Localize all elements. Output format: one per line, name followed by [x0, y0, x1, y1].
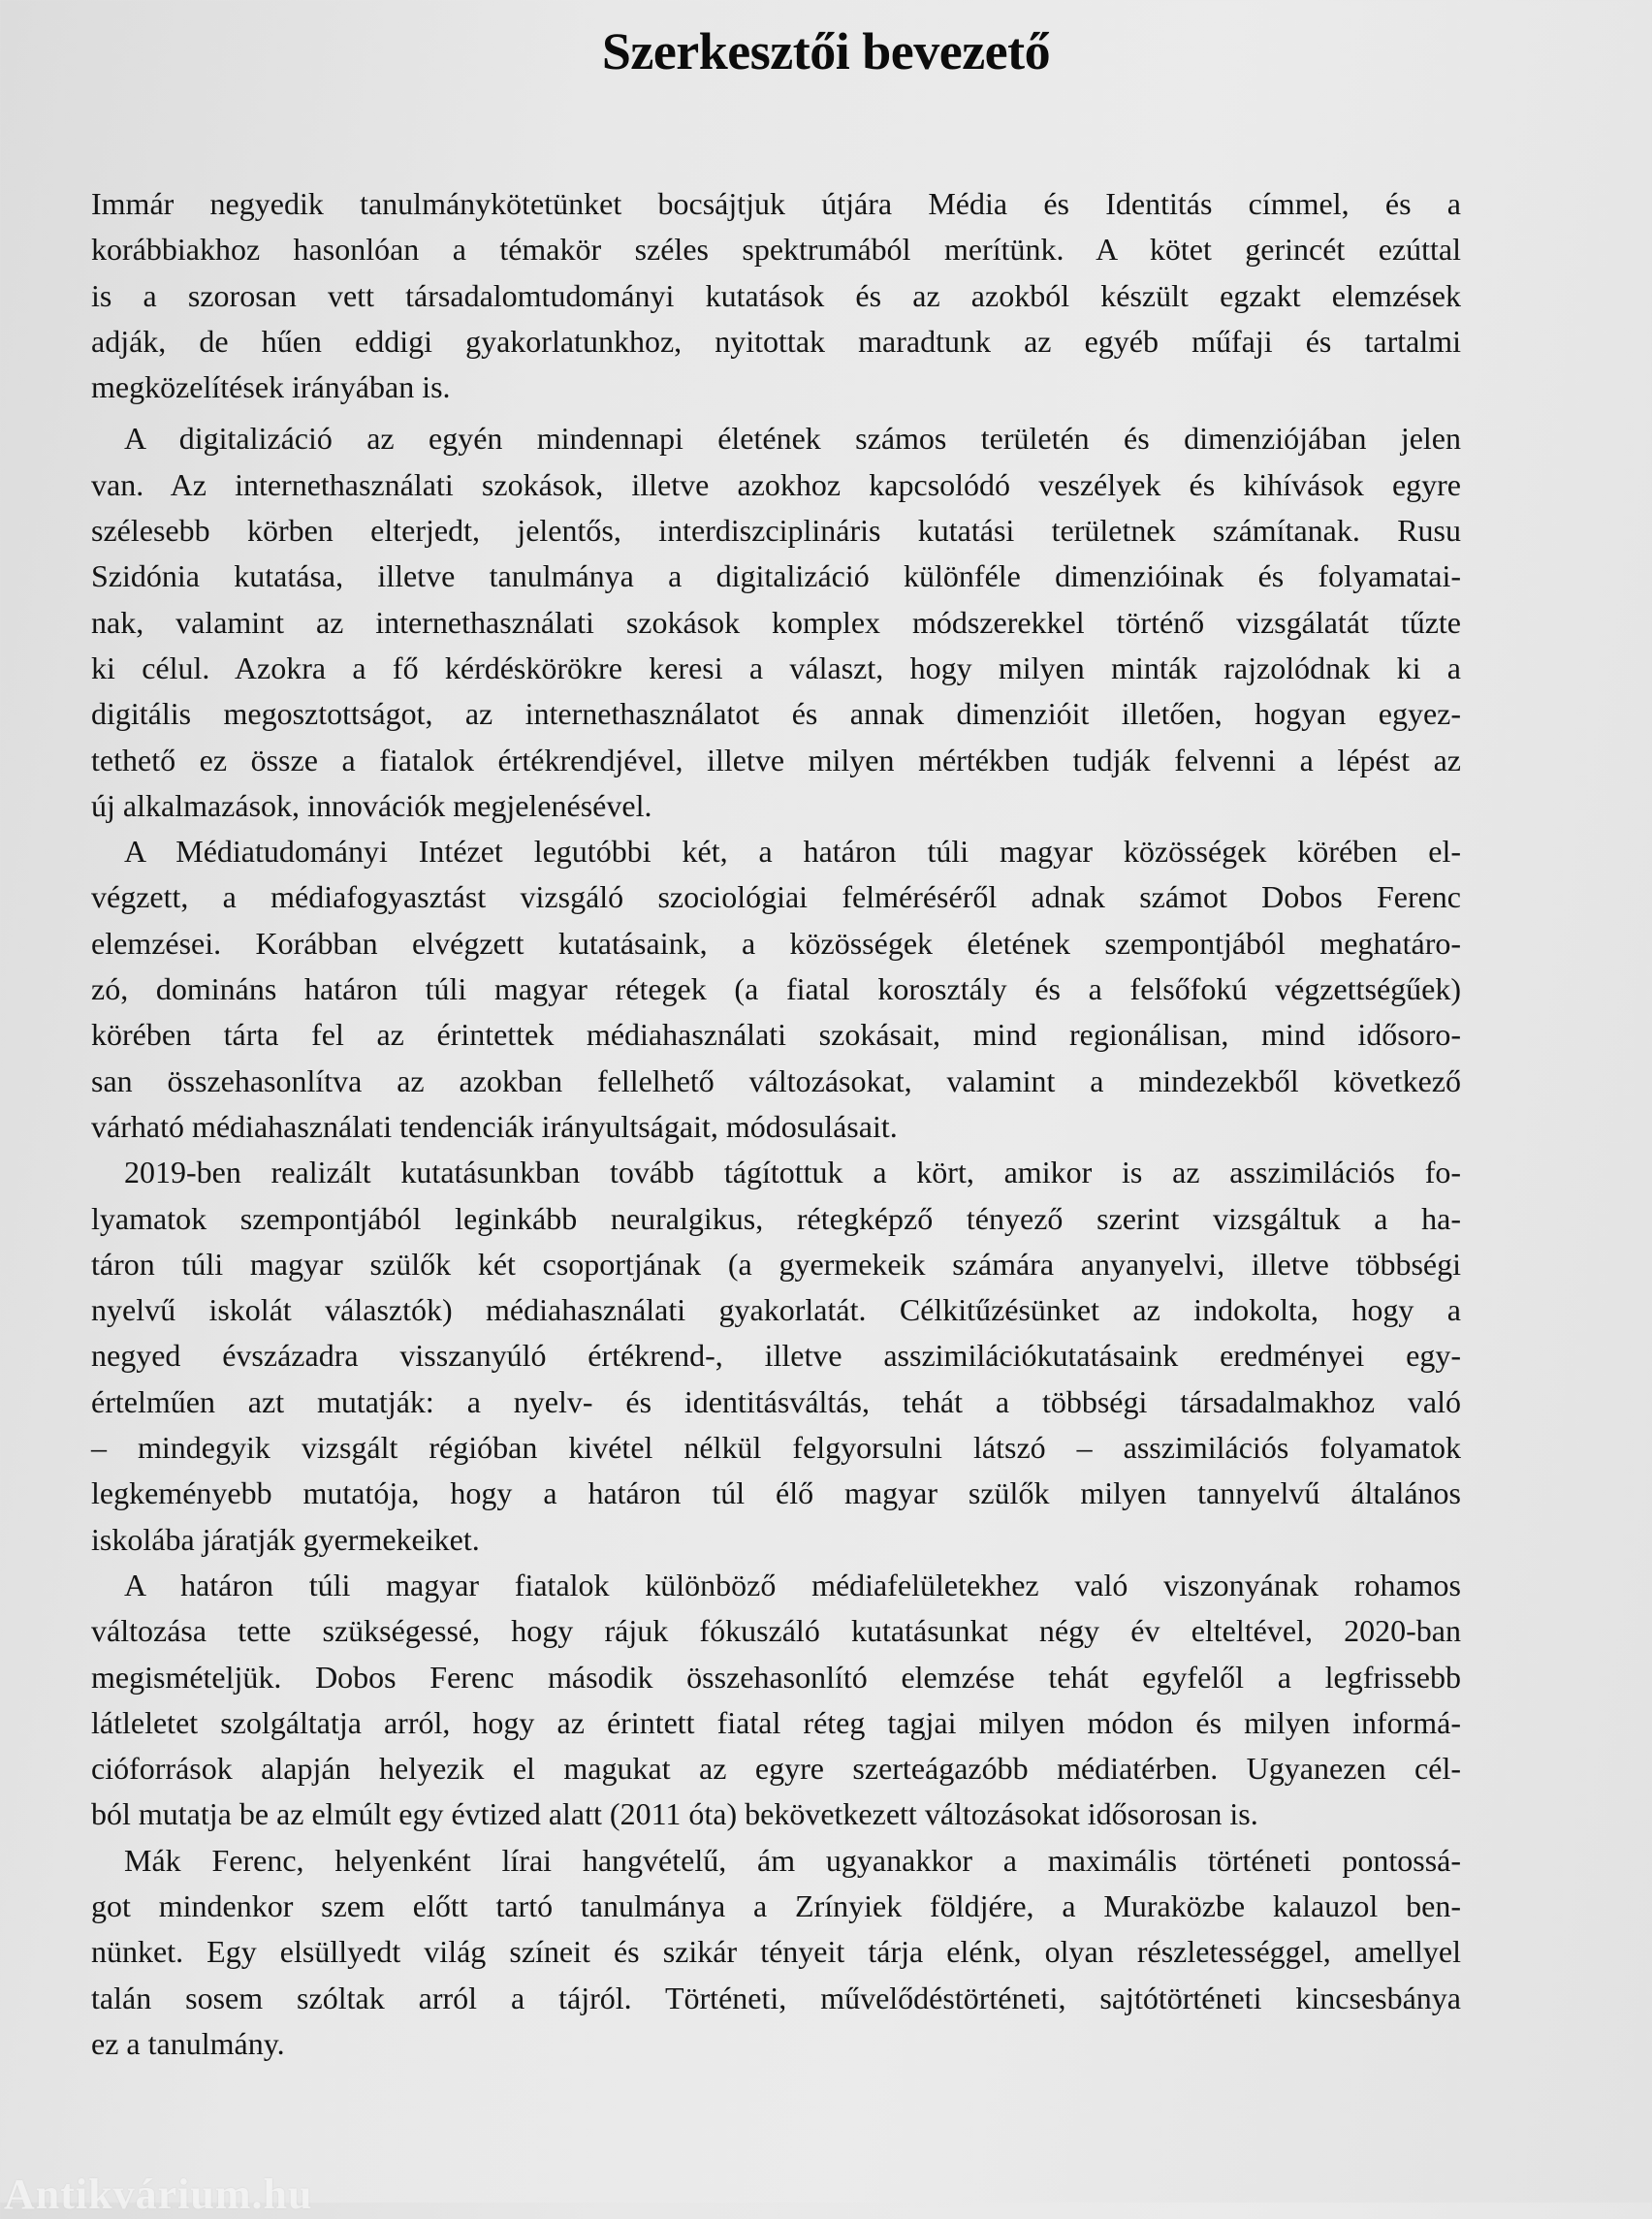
- text-line: végzett, a médiafogyasztást vizsgáló szociológiai felméréséről adnak számot Dobos Ferenc: [91, 879, 1461, 915]
- paragraph: [91, 1563, 1461, 1838]
- text-line: negyed évszázadra visszanyúló értékrend-, illetve asszimilációkutatásaink eredményei egy-: [91, 1338, 1461, 1374]
- text-line: látleletet szolgáltatja arról, hogy az érintett fiatal réteg tagjai milyen módon és milyen informá-: [91, 1704, 1461, 1740]
- paragraph: [91, 416, 1461, 829]
- paragraph: [91, 1838, 1461, 2067]
- text-line: megközelítések irányában is.: [91, 369, 451, 405]
- paragraph: [91, 1150, 1461, 1563]
- body-text: [91, 181, 1461, 2067]
- text-line: ez a tanulmány.: [91, 2025, 285, 2061]
- page-title: Szerkesztői bevezető: [601, 22, 1051, 80]
- text-line: nünket. Egy elsüllyedt világ színeit és szikár tényeit tárja elénk, olyan részletességgel, amellyel: [91, 1934, 1461, 1970]
- watermark: Antikvárium.hu: [4, 2171, 313, 2218]
- text-line: A Médiatudományi Intézet legutóbbi két, a határon túli magyar közösségek körében el-: [124, 834, 1461, 870]
- text-line: táron túli magyar szülők két csoportjának (a gyermekeik számára anyanyelvi, illetve többségi: [91, 1246, 1461, 1282]
- text-line: cióforrások alapján helyezik el magukat az egyre szerteágazóbb médiatérben. Ugyanezen cél-: [91, 1751, 1461, 1787]
- text-line: ból mutatja be az elmúlt egy évtized alatt (2011 óta) bekövetkezett változásokat idősorosan is.: [91, 1796, 1258, 1832]
- text-line: iskolába járatják gyermekeiket.: [91, 1521, 480, 1557]
- text-line: új alkalmazások, innovációk megjelenésével.: [91, 787, 652, 823]
- text-line: Szidónia kutatása, illetve tanulmánya a digitalizáció különféle dimenzióinak és folyamatai-: [91, 558, 1461, 594]
- text-line: 2019-ben realizált kutatásunkban tovább tágítottuk a kört, amikor is az asszimilációs fo-: [124, 1155, 1461, 1190]
- text-line: Mák Ferenc, helyenként lírai hangvételű, ám ugyanakkor a maximális történeti pontossá-: [124, 1842, 1461, 1878]
- text-line: ki célul. Azokra a fő kérdéskörökre keresi a választ, hogy milyen minták rajzolódnak ki a: [91, 650, 1461, 685]
- text-line: A digitalizáció az egyén mindennapi életének számos területén és dimenziójában jelen: [124, 421, 1461, 457]
- paragraph: [91, 829, 1461, 1150]
- text-line: nak, valamint az internethasználati szokások komplex módszerekkel történő vizsgálatát tűzte: [91, 604, 1461, 640]
- text-line: Immár negyedik tanulmánykötetünket bocsájtjuk útjára Média és Identitás címmel, és a: [91, 186, 1461, 221]
- text-line: változása tette szükségessé, hogy rájuk fókuszáló kutatásunkat négy év elteltével, 2020-ban: [91, 1613, 1461, 1649]
- text-line: legkeményebb mutatója, hogy a határon túl élő magyar szülők milyen tannyelvű általános: [91, 1475, 1461, 1511]
- text-line: is a szorosan vett társadalomtudományi kutatások és az azokból készült egzakt elemzések: [91, 277, 1461, 313]
- text-line: got mindenkor szem előtt tartó tanulmánya a Zrínyiek földjére, a Muraközbe kalauzol ben-: [91, 1887, 1461, 1923]
- text-line: san összehasonlítva az azokban fellelhető változásokat, valamint a mindezekből következő: [91, 1062, 1461, 1098]
- text-line: szélesebb körben elterjedt, jelentős, interdiszciplináris kutatási területnek számítanak. Rusu: [91, 513, 1461, 549]
- text-line: megismételjük. Dobos Ferenc második összehasonlító elemzése tehát egyfelől a legfrissebb: [91, 1659, 1461, 1695]
- text-line: talán sosem szóltak arról a tájról. Történeti, művelődéstörténeti, sajtótörténeti kincsesbánya: [91, 1980, 1461, 2015]
- text-line: van. Az internethasználati szokások, illetve azokhoz kapcsolódó veszélyek és kihívások egyre: [91, 466, 1461, 502]
- text-line: nyelvű iskolát választók) médiahasználati gyakorlatát. Célkitűzésünket az indokolta, hogy a: [91, 1292, 1461, 1328]
- text-line: korábbiakhoz hasonlóan a témakör széles spektrumából merítünk. A kötet gerincét ezúttal: [91, 232, 1461, 268]
- text-line: lyamatok szempontjából leginkább neuralgikus, rétegképző tényező szerint vizsgáltuk a ha-: [91, 1200, 1461, 1236]
- text-line: zó, domináns határon túli magyar rétegek (a fiatal korosztály és a felsőfokú végzettségűek): [91, 971, 1461, 1007]
- text-line: tethető ez össze a fiatalok értékrendjével, illetve milyen mértékben tudják felvenni a lépést az: [91, 742, 1461, 777]
- text-line: körében tárta fel az érintettek médiahasználati szokásait, mind regionálisan, mind idősoro-: [91, 1017, 1461, 1053]
- text-line: – mindegyik vizsgált régióban kivétel nélkül felgyorsulni látszó – asszimilációs folyamatok: [91, 1430, 1461, 1466]
- text-line: várható médiahasználati tendenciák irányultságait, módosulásait.: [91, 1108, 898, 1144]
- text-line: A határon túli magyar fiatalok különböző médiafelületekhez való viszonyának rohamos: [124, 1567, 1461, 1602]
- paragraph: [91, 181, 1461, 410]
- text-line: elemzései. Korábban elvégzett kutatásaink, a közösségek életének szempontjából meghatáro-: [91, 925, 1461, 961]
- text-line: értelműen azt mutatják: a nyelv- és identitásváltás, tehát a többségi társadalmakhoz való: [91, 1383, 1461, 1419]
- text-line: digitális megosztottságot, az internethasználatot és annak dimenzióit illetően, hogyan egyez-: [91, 696, 1461, 732]
- text-line: adják, de hűen eddigi gyakorlatunkhoz, nyitottak maradtunk az egyéb műfaji és tartalmi: [91, 323, 1461, 359]
